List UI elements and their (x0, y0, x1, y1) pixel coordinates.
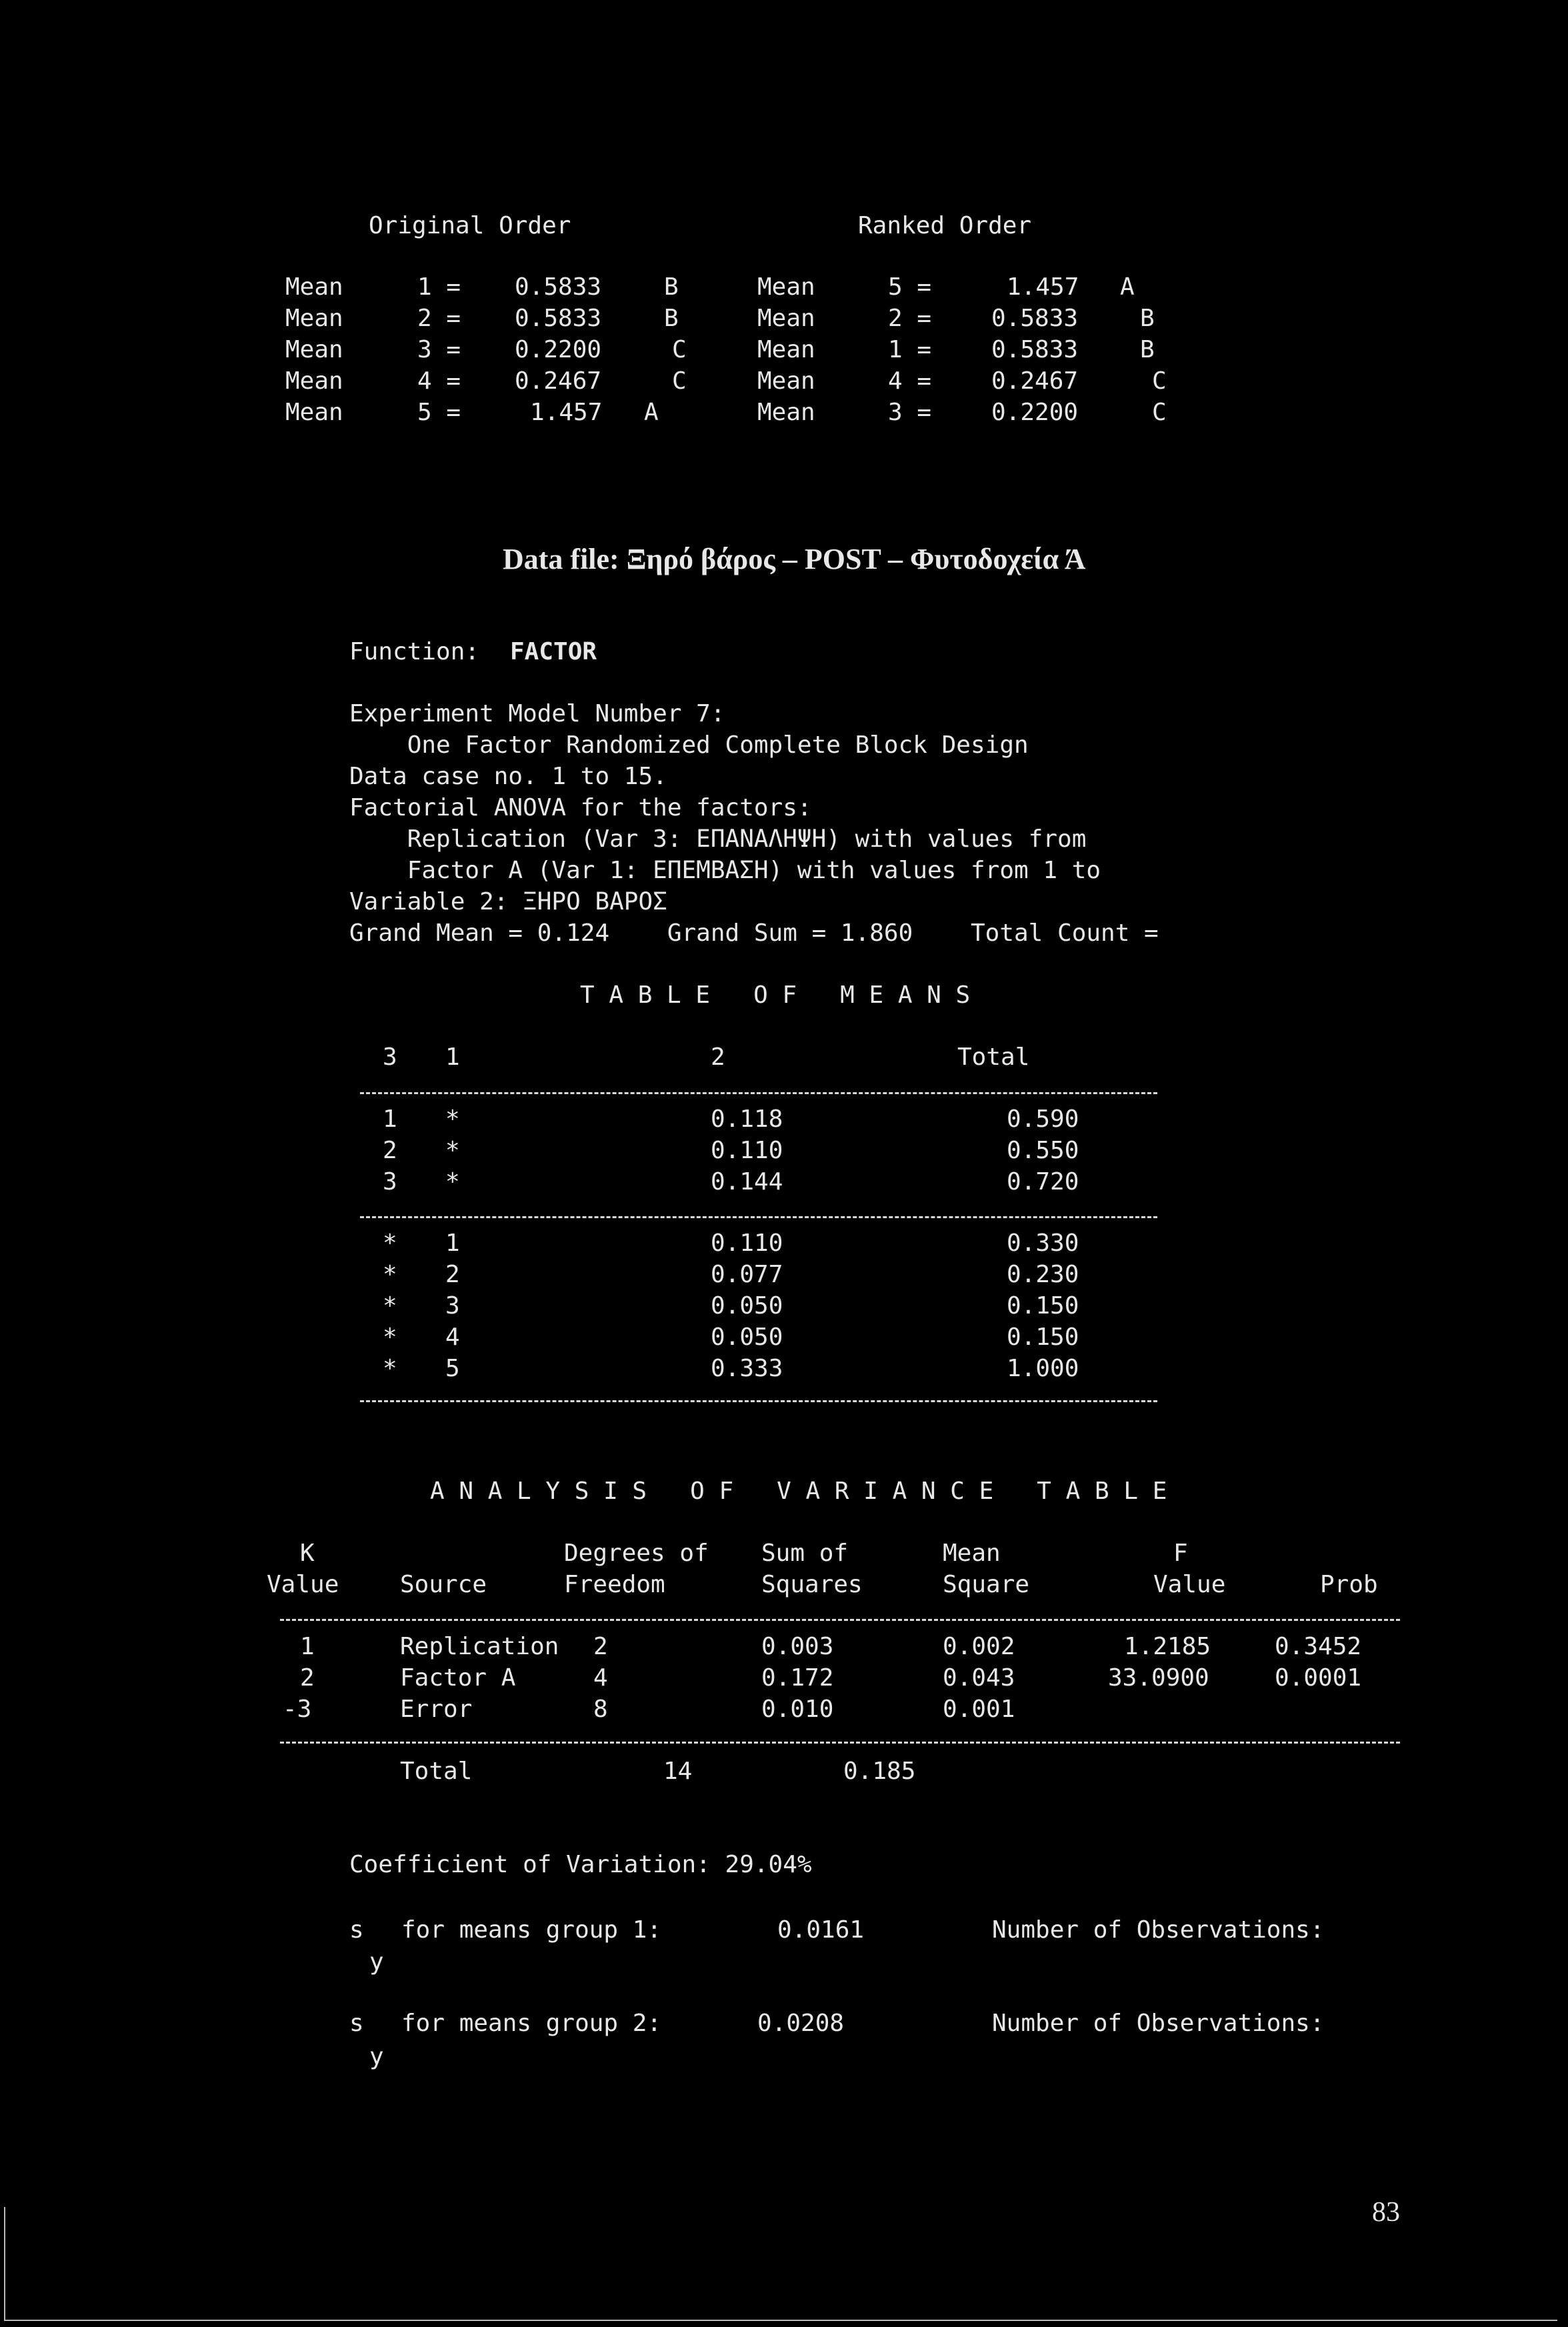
page-frame-bottom (4, 2320, 1557, 2321)
page-number: 83 (1372, 2197, 1400, 2228)
divider (360, 1400, 1157, 1402)
function-value: FACTOR (510, 638, 597, 665)
original-order-header: Original Order (369, 212, 571, 239)
divider (280, 1619, 1400, 1621)
divider (360, 1092, 1157, 1094)
page-frame-left (4, 2207, 5, 2320)
anova-title: A N A L Y S I S O F V A R I A N C E T A B L E (430, 1478, 1167, 1505)
ranked-order-header: Ranked Order (858, 212, 1032, 239)
means-table-title: T A B L E O F M E A N S (580, 981, 971, 1009)
divider (280, 1742, 1400, 1744)
divider (360, 1216, 1157, 1218)
data-file-title: Data file: Ξηρό βάρος – POST – Φυτοδοχεία Ά (503, 543, 1086, 575)
coefficient-of-variation: Coefficient of Variation: 29.04% (349, 1851, 812, 1878)
function-label: Function: (349, 638, 480, 665)
